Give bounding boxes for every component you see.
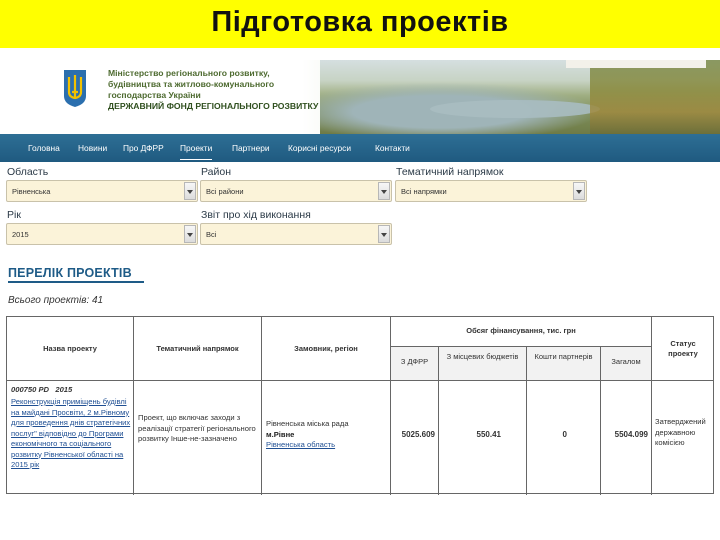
year-label: Рік (7, 209, 21, 221)
slide-title-bar (0, 0, 720, 48)
slide-title: Підготовка проектів (211, 6, 509, 38)
oblast-value: Рівненська (12, 187, 51, 196)
photo-corner-strip (566, 60, 706, 68)
project-status: Затверджений державною комісією (655, 417, 706, 447)
report-select[interactable] (200, 223, 392, 245)
main-nav (0, 134, 720, 162)
chevron-down-icon[interactable] (378, 225, 390, 243)
trident-emblem-icon[interactable] (62, 68, 88, 108)
nav-item-resources[interactable]: Корисні ресурси (288, 143, 351, 153)
chevron-down-icon[interactable] (184, 182, 196, 200)
project-theme: Проект, що включає заходи з реалізації стратегії регіонального розвитку Інше-не-зазначено (138, 413, 256, 443)
row-divider (7, 380, 713, 381)
projects-table (6, 316, 714, 494)
subheader-dfrr: З ДФРР (400, 357, 429, 366)
table-row-code (11, 385, 131, 396)
header-theme: Тематичний напрямок (156, 344, 239, 353)
col-divider (651, 317, 652, 495)
col-divider (600, 346, 601, 495)
year-value: 2015 (12, 230, 29, 239)
chevron-down-icon[interactable] (378, 182, 390, 200)
site-header (0, 60, 720, 134)
header-customer: Замовник, регіон (294, 344, 358, 353)
subheader-total: Загалом (611, 357, 641, 366)
funding-partners-value: 0 (562, 430, 567, 439)
theme-label: Тематичний напрямок (396, 166, 504, 178)
customer-region-link[interactable]: Рівненська область (266, 440, 336, 449)
row-divider (390, 346, 651, 347)
title-underline (8, 281, 144, 283)
nav-item-partners[interactable]: Партнери (232, 143, 270, 153)
header-status: Статус проекту (668, 339, 698, 358)
project-year: 2015 (55, 385, 73, 394)
website-screenshot (0, 60, 720, 500)
subheader-local: З місцевих бюджетів (446, 352, 519, 361)
oblast-select[interactable] (6, 180, 198, 202)
project-name-link[interactable]: Реконструкція приміщень будівлі на майдані Просвіти, 2 м.Рівному для проведення днів стратегічних послуг" відповідно до Програми економічного та соціального розвитку Рівненської області на 2015 рік (11, 397, 131, 469)
header-funding: Обсяг фінансування, тис. грн (466, 326, 576, 335)
site-name[interactable] (108, 68, 328, 112)
site-name-line-3: господарства України (108, 90, 201, 100)
river-shape (430, 100, 600, 118)
year-select[interactable] (6, 223, 198, 245)
header-landscape-photo (320, 60, 720, 134)
raion-select[interactable] (200, 180, 392, 202)
header-project-name: Назва проекту (43, 344, 97, 353)
project-list-title: ПЕРЕЛІК ПРОЕКТІВ (8, 266, 132, 280)
nav-item-contacts[interactable]: Контакти (375, 143, 410, 153)
funding-total-value: 5504.099 (614, 430, 648, 439)
trees-shape (590, 60, 720, 134)
col-divider (390, 317, 391, 495)
nav-item-projects[interactable]: Проекти (180, 143, 212, 160)
col-divider (438, 346, 439, 495)
chevron-down-icon[interactable] (184, 225, 196, 243)
subheader-partners: Кошти партнерів (534, 352, 593, 361)
report-value: Всі (206, 230, 217, 239)
nav-item-about[interactable]: Про ДФРР (123, 143, 164, 153)
project-customer (266, 419, 388, 451)
chevron-down-icon[interactable] (573, 182, 585, 200)
raion-label: Район (201, 166, 231, 178)
raion-value: Всі райони (206, 187, 244, 196)
oblast-label: Область (7, 166, 49, 178)
col-divider (526, 346, 527, 495)
report-label: Звіт про хід виконання (201, 209, 311, 221)
customer-city: м.Рівне (266, 429, 295, 439)
funding-local-value: 550.41 (476, 430, 501, 439)
nav-item-home[interactable]: Головна (28, 143, 60, 153)
site-name-line-2: будівництва та житлово-комунального (108, 79, 275, 89)
site-name-line-4: ДЕРЖАВНИЙ ФОНД РЕГІОНАЛЬНОГО РОЗВИТКУ (108, 101, 319, 111)
theme-select[interactable] (395, 180, 587, 202)
site-name-line-1: Міністерство регіонального розвитку, (108, 68, 270, 78)
project-code: 000750 PD (11, 385, 49, 394)
customer-name: Рівненська міська рада (266, 419, 349, 428)
theme-value: Всі напрямки (401, 187, 447, 196)
funding-dfrr-value: 5025.609 (401, 430, 435, 439)
nav-item-news[interactable]: Новини (78, 143, 108, 153)
total-projects: Всього проектів: 41 (8, 295, 104, 306)
